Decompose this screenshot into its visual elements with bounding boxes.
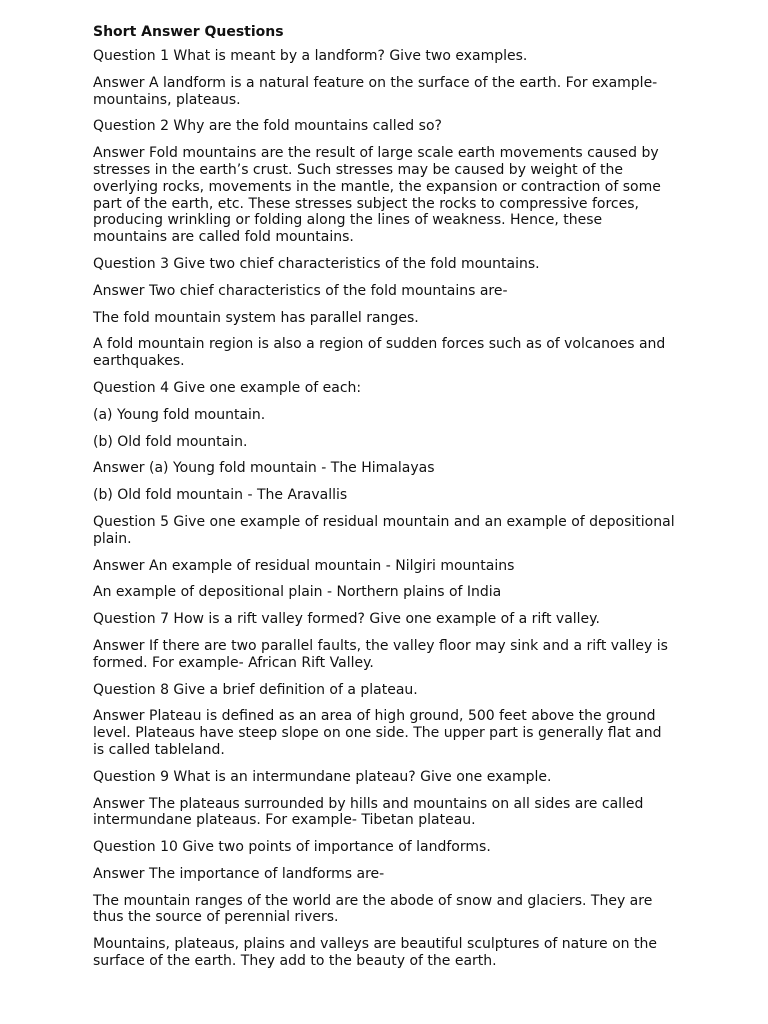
answer-10-point-2: Mountains, plateaus, plains and valleys are beautiful sculptures of nature on the surface of the earth. They add to the beauty of the earth. [93, 936, 657, 970]
question-4: Question 4 Give one example of each: [93, 379, 362, 396]
answer-7: Answer If there are two parallel faults, the valley floor may sink and a rift valley is formed. For example- African Rift Valley. [93, 637, 668, 671]
answer-8: Answer Plateau is defined as an area of high ground, 500 feet above the ground level. Plateaus have steep slope on one side. The upper part is generally flat and is called tableland. [93, 708, 662, 758]
document-page [93, 22, 677, 980]
answer-5: Answer An example of residual mountain - Nilgiri mountains [93, 557, 515, 574]
answer-5-plain: An example of depositional plain - Northern plains of India [93, 584, 502, 601]
document-heading: Short Answer Questions [93, 24, 284, 40]
question-1: Question 1 What is meant by a landform? Give two examples. [93, 48, 528, 64]
answer-2: Answer Fold mountains are the result of large scale earth movements caused by stresses in the earth’s crust. Such stresses may be caused by weight of the overlying rocks, movements in the mantle, the expansion or contraction of some part of the earth, etc. These stresses subject the rocks to compressive forces, producing wrinkling or folding along the lines of weakness. Hence, these mountains are called fold mountains. [93, 145, 661, 246]
question-7: Question 7 How is a rift valley formed? Give one example of a rift valley. [93, 611, 600, 628]
answer-10: Answer The importance of landforms are- [93, 865, 385, 882]
answer-3-point-1: The fold mountain system has parallel ranges. [93, 309, 419, 326]
answer-3-point-2: A fold mountain region is also a region of sudden forces such as of volcanoes and earthquakes. [93, 336, 666, 370]
answer-9: Answer The plateaus surrounded by hills and mountains on all sides are called intermundane plateaus. For example- Tibetan plateau. [93, 795, 644, 829]
question-5: Question 5 Give one example of residual mountain and an example of depositional plain. [93, 513, 675, 547]
question-4-part-a: (a) Young fold mountain. [93, 406, 266, 423]
question-10: Question 10 Give two points of importance of landforms. [93, 839, 491, 856]
question-3: Question 3 Give two chief characteristics of the fold mountains. [93, 255, 540, 272]
answer-4-part-b: (b) Old fold mountain - The Aravallis [93, 487, 348, 504]
answer-10-point-1: The mountain ranges of the world are the abode of snow and glaciers. They are thus the source of perennial rivers. [93, 892, 653, 926]
answer-4-part-a: Answer (a) Young fold mountain - The Himalayas [93, 460, 435, 477]
answer-1: Answer A landform is a natural feature on the surface of the earth. For example- mountains, plateaus. [93, 74, 658, 108]
question-8: Question 8 Give a brief definition of a plateau. [93, 681, 418, 698]
question-2: Question 2 Why are the fold mountains called so? [93, 118, 442, 135]
question-9: Question 9 What is an intermundane plateau? Give one example. [93, 768, 552, 785]
question-4-part-b: (b) Old fold mountain. [93, 433, 248, 450]
answer-3: Answer Two chief characteristics of the fold mountains are- [93, 282, 508, 299]
